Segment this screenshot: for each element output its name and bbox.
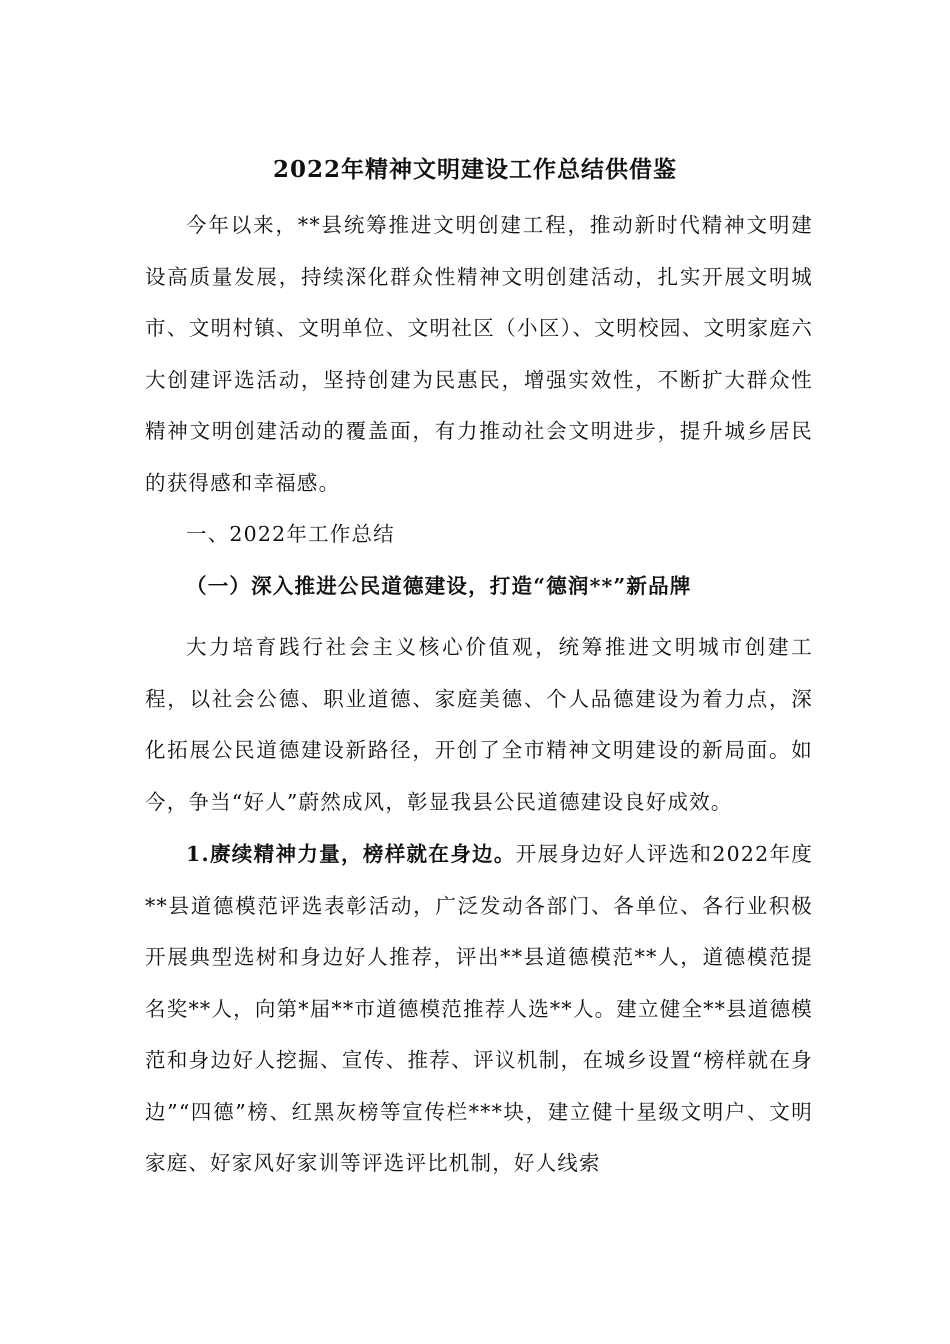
- subsection-paragraph: 大力培育践行社会主义核心价值观，统筹推进文明城市创建工程，以社会公德、职业道德、家庭美德、个人品德建设为着力点，深化拓展公民道德建设新路径，开创了全市精神文明建设的新局面。如今，争当“好人”蔚然成风，彰显我县公民道德建设良好成效。: [145, 635, 813, 814]
- intro-paragraph: 今年以来，**县统筹推进文明创建工程，推动新时代精神文明建设高质量发展，持续深化群众性精神文明创建活动，扎实开展文明城市、文明村镇、文明单位、文明社区（小区）、文明校园、文明家庭六大创建评选活动，坚持创建为民惠民，增强实效性，不断扩大群众性精神文明创建活动的覆盖面，有力推动社会文明进步，提升城乡居民的获得感和幸福感。: [145, 213, 813, 495]
- document-title: 2022年精神文明建设工作总结供借鉴: [272, 156, 677, 183]
- item-paragraph: [145, 829, 813, 1190]
- item-lead: 1.赓续精神力量，榜样就在身边。: [186, 842, 516, 866]
- subsection-heading: （一）深入推进公民道德建设，打造“德润**”新品牌: [186, 574, 692, 598]
- item-body: 开展身边好人评选和2022年度**县道德模范评选表彰活动，广泛发动各部门、各单位、各行业积极开展典型选树和身边好人推荐，评出**县道德模范**人，道德模范提名奖**人，向第*届**市道德模范推荐人选**人。建立健全**县道德模范和身边好人挖掘、宣传、推荐、评议机制，在城乡设置“榜样就在身边”“四德”榜、红黑灰榜等宣传栏***块，建立健十星级文明户、文明家庭、好家风好家训等评选评比机制，好人线索: [145, 842, 813, 1175]
- section-heading: 一、2022年工作总结: [186, 522, 395, 546]
